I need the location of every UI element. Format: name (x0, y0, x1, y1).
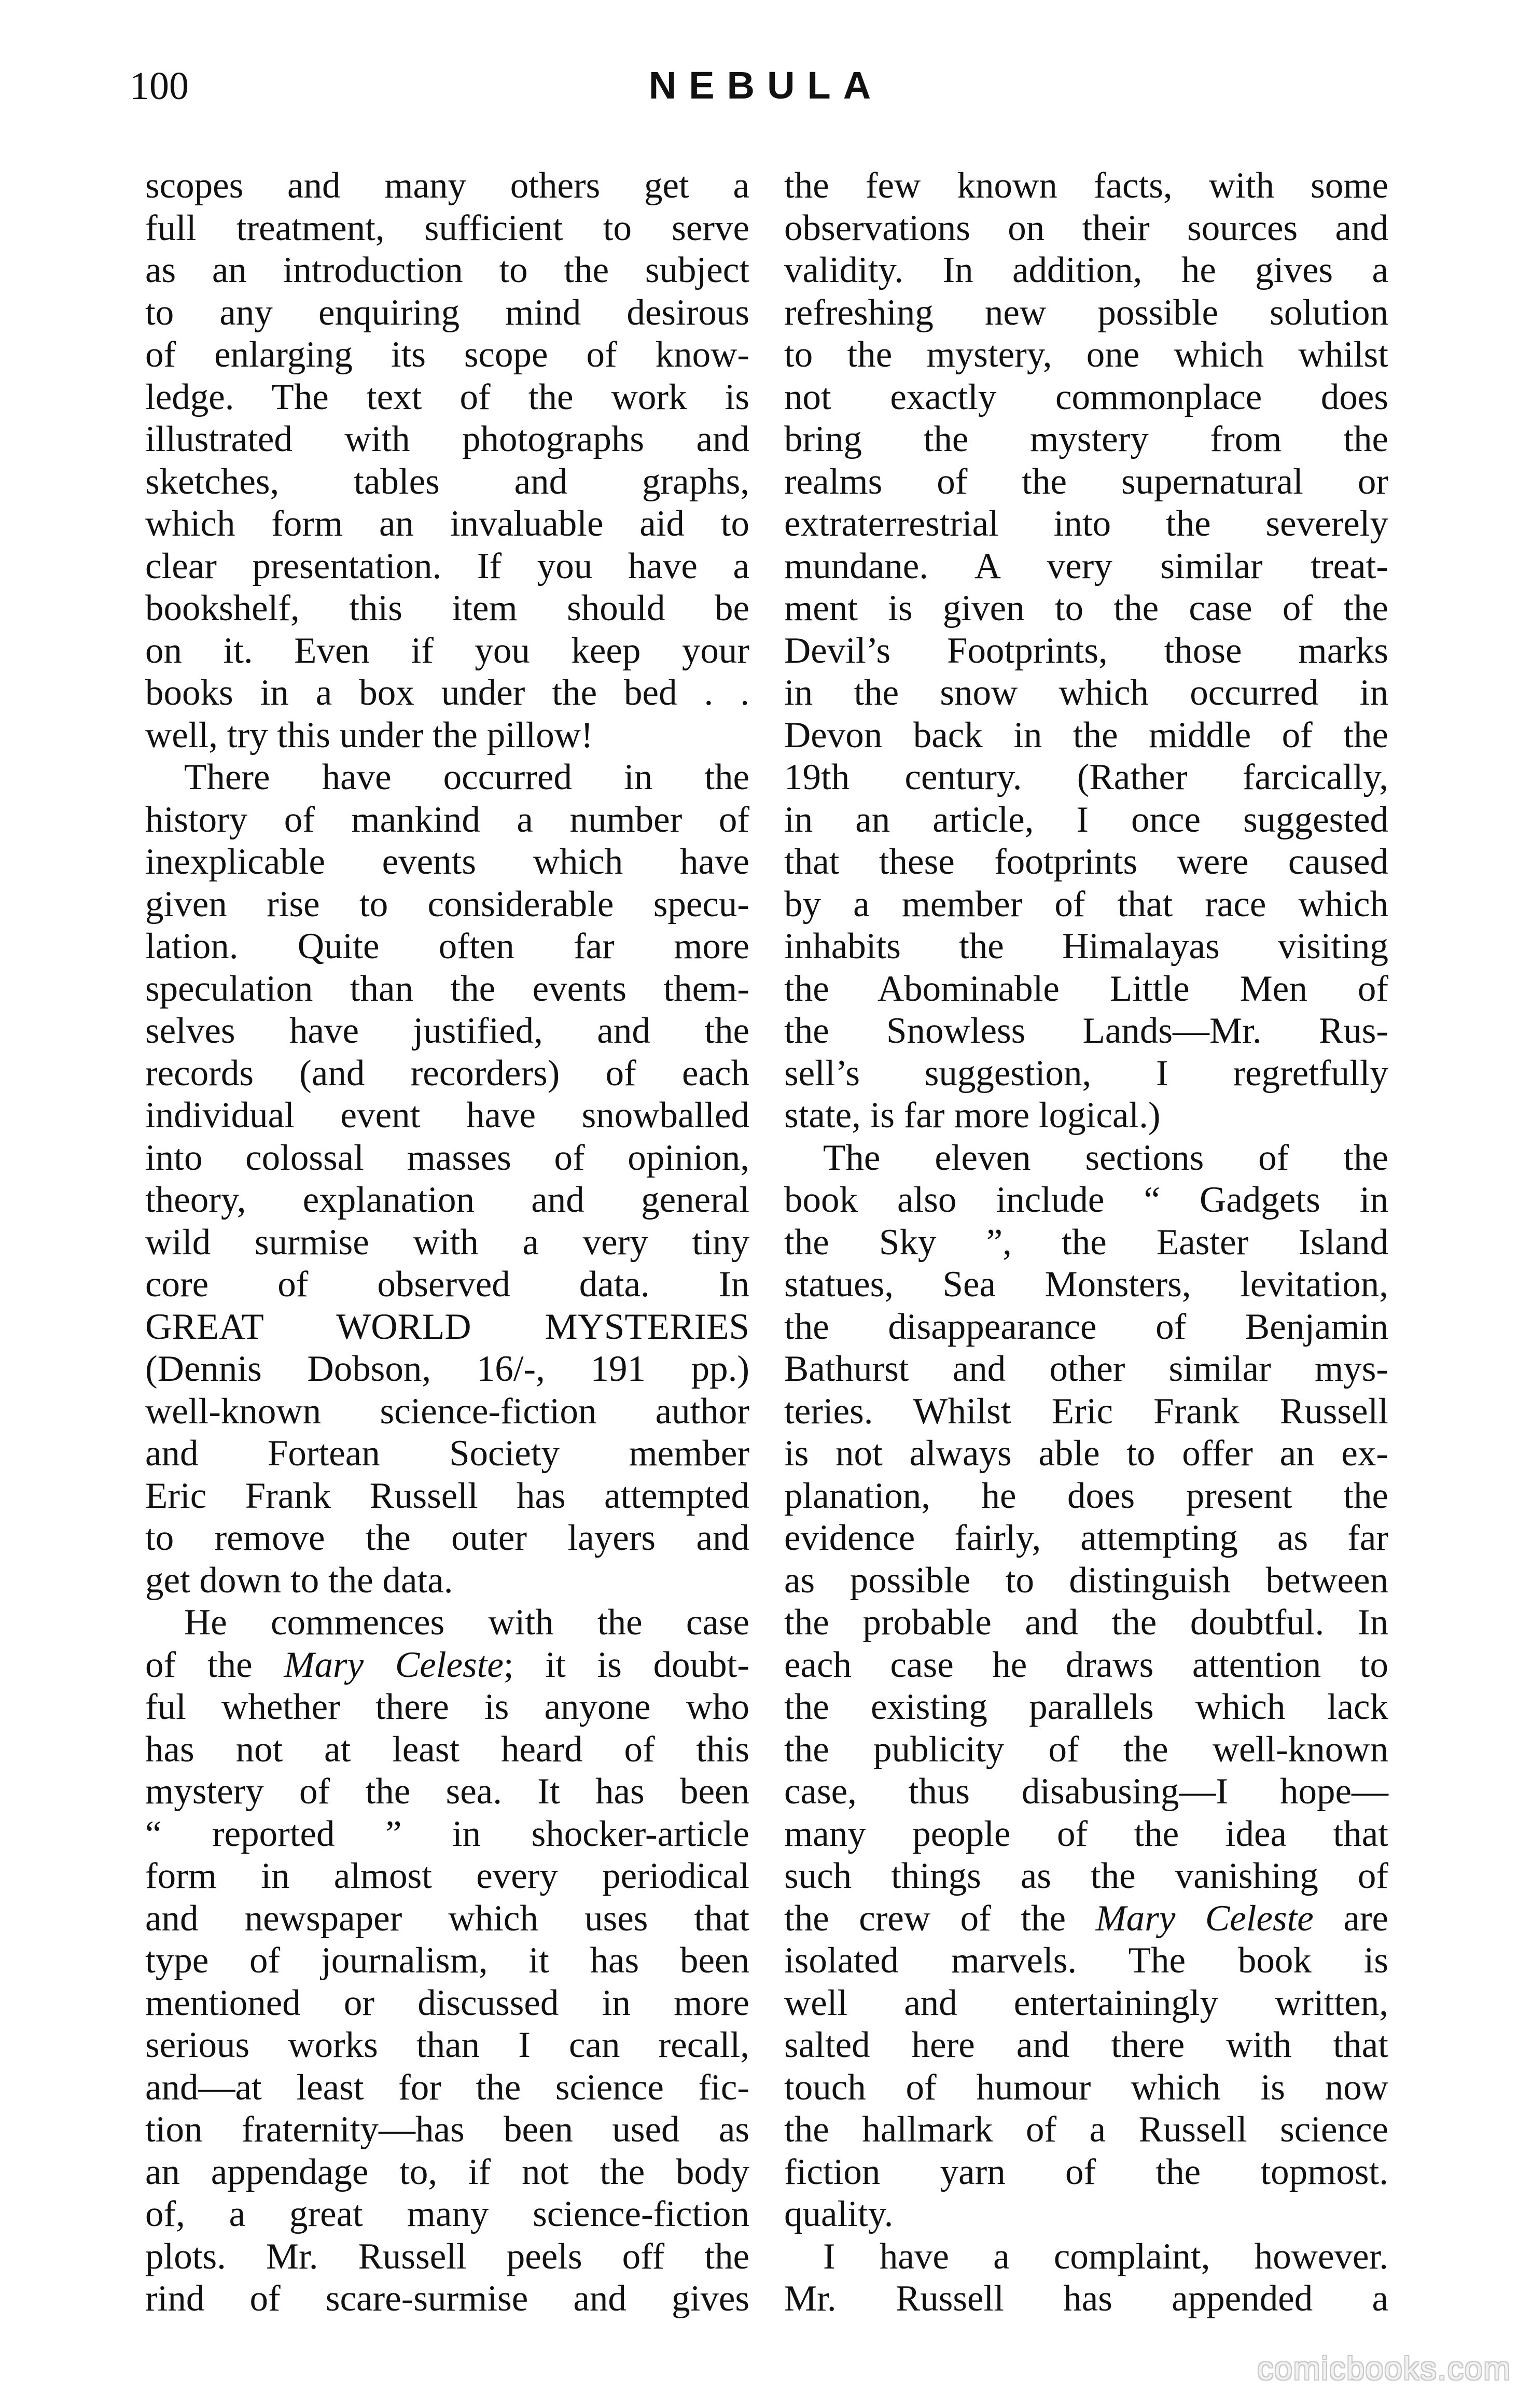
text-line: GREAT WORLD MYSTERIES (145, 1306, 749, 1347)
text-line: planation, he does present the (784, 1475, 1388, 1516)
text-line: to any enquiring mind desirous (145, 292, 749, 333)
text-line: individual event have snowballed (145, 1095, 749, 1136)
watermark: comicbooks.com (1257, 2351, 1511, 2387)
text-line: has not at least heard of this (145, 1729, 749, 1770)
text-line: statues, Sea Monsters, levitation, (784, 1264, 1388, 1305)
text-line: selves have justified, and the (145, 1011, 749, 1051)
text-line: the Snowless Lands—Mr. Rus- (784, 1011, 1388, 1051)
text-line: that these footprints were caused (784, 842, 1388, 882)
text-line: illustrated with photographs and (145, 419, 749, 459)
text-line: type of journalism, it has been (145, 1940, 749, 1981)
text-line: Mr. Russell has appended a (784, 2278, 1388, 2319)
text-line: “ reported ” in shocker-article (145, 1813, 749, 1854)
text-line: bookshelf, this item should be (145, 588, 749, 628)
text-line: fiction yarn of the topmost. (784, 2151, 1388, 2192)
text-line: many people of the idea that (784, 1813, 1388, 1854)
text-line: the hallmark of a Russell science (784, 2109, 1388, 2150)
text-line: well-known science-fiction author (145, 1391, 749, 1432)
text-column-right (784, 165, 1388, 2320)
text-line: ment is given to the case of the (784, 588, 1388, 628)
text-line: each case he draws attention to (784, 1644, 1388, 1685)
text-line: the Abominable Little Men of (784, 968, 1388, 1009)
text-line: is not always able to offer an ex- (784, 1433, 1388, 1474)
text-line: by a member of that race which (784, 884, 1388, 925)
text-line: full treatment, sufficient to serve (145, 207, 749, 248)
text-line: bring the mystery from the (784, 419, 1388, 459)
text-line: Devil’s Footprints, those marks (784, 630, 1388, 671)
text-line: the existing parallels which lack (784, 1687, 1388, 1727)
running-title: NEBULA (648, 64, 884, 107)
text-line: the Sky ”, the Easter Island (784, 1222, 1388, 1263)
text-line: to remove the outer layers and (145, 1518, 749, 1558)
text-line: salted here and there with that (784, 2025, 1388, 2065)
text-line: into colossal masses of opinion, (145, 1137, 749, 1178)
text-line: in the snow which occurred in (784, 673, 1388, 713)
text-line: lation. Quite often far more (145, 926, 749, 967)
text-line: the probable and the doubtful. In (784, 1602, 1388, 1643)
text-line: which form an invaluable aid to (145, 503, 749, 544)
text-line: ful whether there is anyone who (145, 1687, 749, 1727)
text-line: quality. (784, 2194, 894, 2234)
italic-title: Mary Celeste (1095, 1898, 1314, 1939)
text-line: given rise to considerable specu- (145, 884, 749, 925)
text-line: of the Mary Celeste; it is doubt- (145, 1644, 750, 1685)
text-line: rind of scare-surmise and gives (145, 2278, 749, 2319)
text-line: wild surmise with a very tiny (145, 1222, 749, 1263)
text-line: on it. Even if you keep your (145, 630, 749, 671)
text-line: as an introduction to the subject (145, 250, 749, 290)
text-line: observations on their sources and (784, 207, 1388, 248)
text-column-left (145, 165, 749, 2320)
text-line: such things as the vanishing of (784, 1856, 1388, 1896)
text-line: teries. Whilst Eric Frank Russell (784, 1391, 1388, 1432)
text-line: 19th century. (Rather farcically, (784, 757, 1388, 797)
text-line: well, try this under the pillow! (145, 715, 593, 755)
text-line: and—at least for the science fic- (145, 2067, 749, 2108)
text-line: There have occurred in the (184, 757, 749, 797)
text-line: books in a box under the bed . . (145, 673, 749, 713)
text-line: the disappearance of Benjamin (784, 1306, 1388, 1347)
text-line: extraterrestrial into the severely (784, 503, 1388, 544)
text-line: records (and recorders) of each (145, 1053, 749, 1094)
text-line: core of observed data. In (145, 1264, 749, 1305)
text-line: get down to the data. (145, 1560, 453, 1601)
text-line: mundane. A very similar treat- (784, 545, 1388, 586)
text-line: to the mystery, one which whilst (784, 334, 1388, 375)
text-line: form in almost every periodical (145, 1856, 749, 1896)
text-line: sketches, tables and graphs, (145, 461, 749, 502)
text-line: evidence fairly, attempting as far (784, 1518, 1388, 1558)
text-line: The eleven sections of the (823, 1137, 1388, 1178)
text-line: and Fortean Society member (145, 1433, 749, 1474)
text-line: well and entertainingly written, (784, 1982, 1388, 2023)
text-line: the publicity of the well-known (784, 1729, 1388, 1770)
text-line: Bathurst and other similar mys- (784, 1349, 1388, 1389)
italic-title: Mary Celeste (284, 1644, 504, 1685)
text-line: inhabits the Himalayas visiting (784, 926, 1388, 967)
text-line: plots. Mr. Russell peels off the (145, 2236, 749, 2277)
text-line: of enlarging its scope of know- (145, 334, 749, 375)
text-line: He commences with the case (184, 1602, 749, 1643)
text-line: Eric Frank Russell has attempted (145, 1475, 749, 1516)
text-line: (Dennis Dobson, 16/-, 191 pp.) (145, 1349, 749, 1389)
text-line: scopes and many others get a (145, 165, 749, 206)
text-line: as possible to distinguish between (784, 1560, 1388, 1601)
text-line: refreshing new possible solution (784, 292, 1388, 333)
text-line: speculation than the events them- (145, 968, 749, 1009)
text-line: mystery of the sea. It has been (145, 1771, 749, 1812)
text-line: realms of the supernatural or (784, 461, 1388, 502)
text-line: touch of humour which is now (784, 2067, 1388, 2108)
text-line: clear presentation. If you have a (145, 545, 749, 586)
text-line: isolated marvels. The book is (784, 1940, 1388, 1981)
text-line: I have a complaint, however. (823, 2236, 1388, 2277)
text-line: inexplicable events which have (145, 842, 749, 882)
text-line: ledge. The text of the work is (145, 376, 749, 417)
text-line: mentioned or discussed in more (145, 1982, 749, 2023)
text-line: validity. In addition, he gives a (784, 250, 1388, 290)
text-line: in an article, I once suggested (784, 799, 1388, 840)
text-line: sell’s suggestion, I regretfully (784, 1053, 1388, 1094)
text-line: tion fraternity—has been used as (145, 2109, 749, 2150)
text-line: the crew of the Mary Celeste are (784, 1898, 1388, 1939)
text-line: Devon back in the middle of the (784, 715, 1388, 755)
text-line: theory, explanation and general (145, 1180, 749, 1220)
text-line: case, thus disabusing—I hope— (784, 1771, 1388, 1812)
text-line: history of mankind a number of (145, 799, 749, 840)
text-line: of, a great many science-fiction (145, 2194, 749, 2234)
text-line: the few known facts, with some (784, 165, 1388, 206)
text-line: an appendage to, if not the body (145, 2151, 749, 2192)
text-line: book also include “ Gadgets in (784, 1180, 1388, 1220)
page-number: 100 (130, 64, 189, 108)
text-line: serious works than I can recall, (145, 2025, 749, 2065)
text-line: state, is far more logical.) (784, 1095, 1161, 1136)
text-line: and newspaper which uses that (145, 1898, 749, 1939)
text-line: not exactly commonplace does (784, 376, 1388, 417)
